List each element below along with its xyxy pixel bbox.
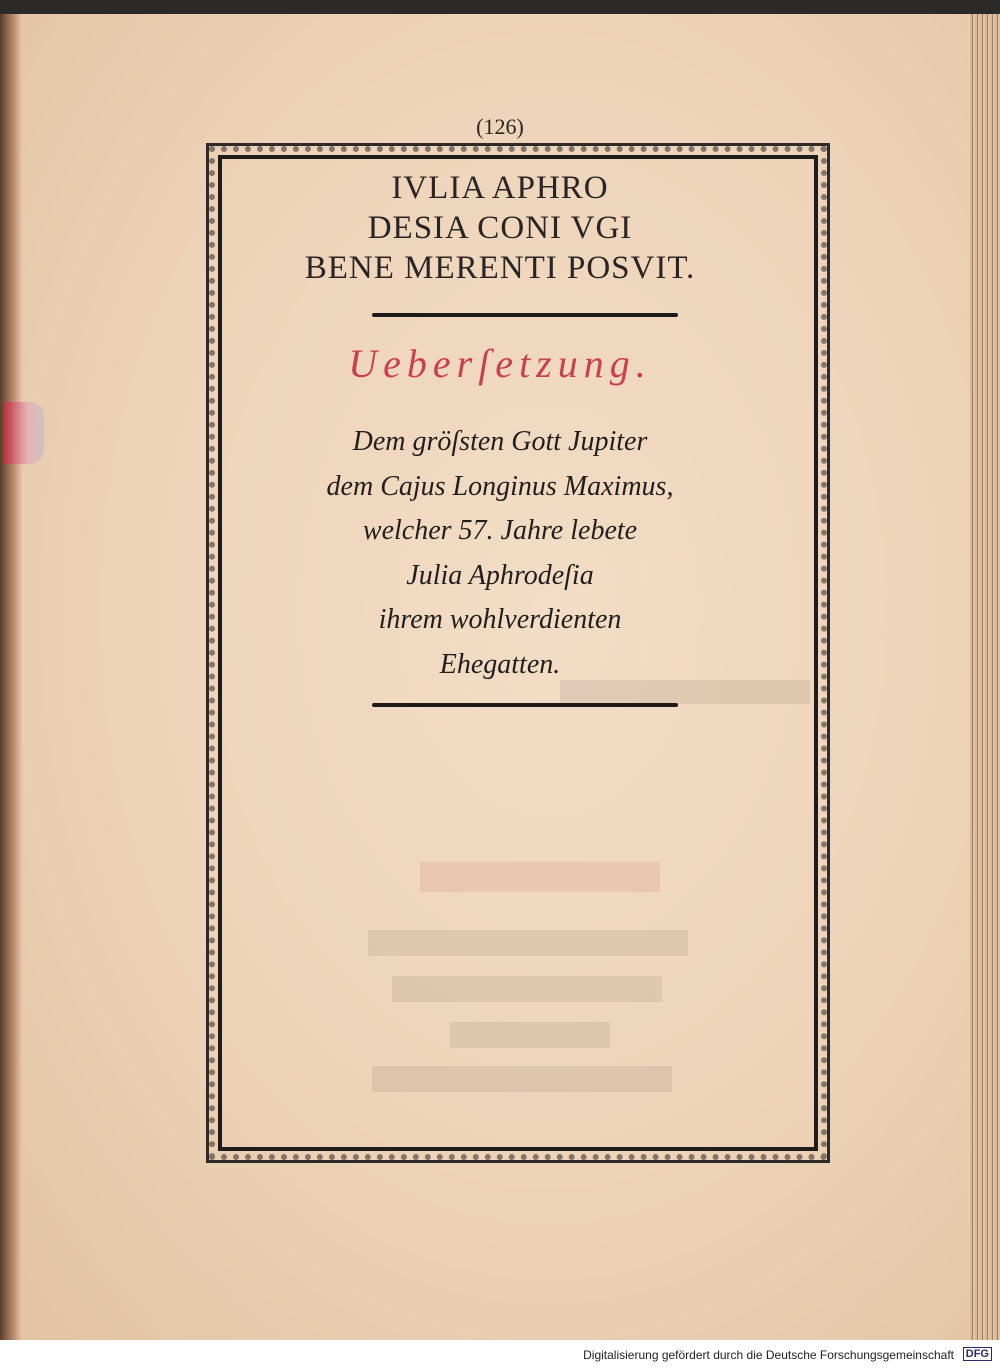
inscription-line: IVLIA APHRO	[391, 170, 609, 206]
translation-line: Julia Aphrodeſia	[406, 559, 594, 591]
divider-rule	[372, 313, 678, 317]
translation-line: Dem gröſsten Gott Jupiter	[352, 426, 648, 457]
page-number: (126)	[476, 114, 524, 139]
translation-line: welcher 57. Jahre lebete	[362, 515, 638, 546]
divider-rule	[372, 703, 678, 707]
funding-credit: Digitalisierung gefördert durch die Deutsche Forschungsgemeinschaft	[583, 1348, 954, 1362]
inscription-line: BENE MERENTI POSVIT.	[304, 250, 696, 286]
translation-text	[0, 420, 1000, 687]
translation-line: Ehegatten.	[439, 648, 561, 680]
inscription-line: DESIA CONI VGI	[367, 210, 633, 246]
translation-line: dem Cajus Longinus Maximus,	[326, 470, 674, 502]
dfg-logo: DFG	[963, 1347, 992, 1361]
translation-line: ihrem wohlverdienten	[378, 604, 622, 635]
translation-heading: Ueberſetzung.	[348, 341, 652, 386]
